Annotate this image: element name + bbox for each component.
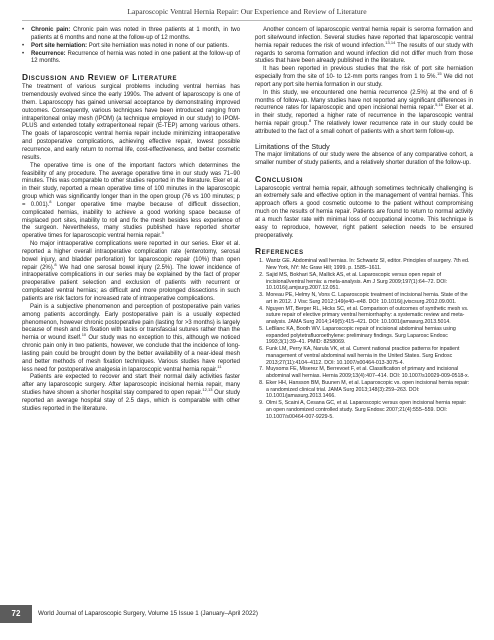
reference-item: 5. LeBlanc KA, Booth WV. Laparoscopic repair of incisional abdominal hernias using expanded polytetrafluoroethylene: preliminary findings. Surg Laparosc Endosc 1993;3(1):39–41. PMID: 8258069. [265, 326, 473, 346]
heading-discussion: Discussion and Review of Literature [22, 72, 178, 83]
reference-list [255, 258, 473, 420]
bullet-chronic-pain: • Chronic pain: Chronic pain was noted in three patients at 1 month, in two patients at 6 months and none at the follow-up of 12 months. [22, 27, 240, 43]
discussion-paragraph: Another concern of laparoscopic ventral hernia repair is seroma formation and port site/wound infection. Several studies have reported that laparoscopic ventral hernia repair reduces the risk of wound infection.$^{13,14}$ The results of our study with regards to seroma formation and wound infection did not differ much from those studies that have been already published in the literature. [255, 27, 473, 65]
discussion-paragraph: In this study, we encountered one hernia recurrence (2.5%) at the end of 6 months of follow-up. Many studies have not reported any significant differences in recurrence rates for laparoscopic and open incisional hernia repair.$^{5,16}$ Eker et al. in their study, reported a higher rate of recurrence in the laparoscopic ventral hernia repair group.$^8$ The relatively lower recurrence rate in our study could be attributed to the fact of a small cohort of patients with a short term follow-up. [255, 89, 473, 135]
limitations-paragraph: The major limitations of our study were the absence of any comparative cohort, a smaller number of study patients, and a relatively shorter duration of the follow-up. [255, 151, 473, 166]
reference-item: 8. Eker HH, Hansson BM, Buunen M, et al. Laparoscopic vs. open incisional hernia repair: a randomized clinical trial. JAMA Surg 2013;148(3):259–263. DOI: 10.1001/jamasurg.2013.1466. [265, 380, 473, 400]
running-header: Laparoscopic Ventral Hernia Repair: Our Experience and Review of Literature [127, 7, 367, 16]
left-column [22, 27, 240, 414]
reference-item: 7. Muysoms FE, Miserez M, Berrevoet F, et al. Classification of primary and incisional abdominal wall hernias. Hernia 2009;13(4):407–414. DOI: 10.1007/s10029-009-0518-x. [265, 366, 473, 380]
discussion-paragraph: Patients are expected to recover and start their normal daily activities faster after any laparoscopic surgery. After laparoscopic incisional hernia repair, many studies have shown a shorter hospital stay compared to open repair.$^{12,13}$ Our study reported an average hospital stay of 2.5 days, which is comparable with other studies reported in the literature. [22, 374, 240, 412]
reference-item: 6. Funk LM, Perry KA, Narula VK, et al. Current national practice patterns for inpatient management of ventral abdominal wall hernia in the United States. Surg Endosc 2013;27(11):4104–4112. DOI: 10.1007/s00464-013-3075-4. [265, 346, 473, 366]
discussion-paragraph: No major intraoperative complications were reported in our series. Eker et al. reported a higher overall intraoperative complication rate (enterotomy, serosal bowel injury, and bladder perforation) for laparoscopic repair (10%) than open repair (2%).$^8$ We had one serosal bowel injury (2.5%). The lower incidence of intraoperative complications in our series may be explained by the fact of proper preoperative patient selection and exclusion of patients with recurrent or complicated ventral hernias; as difficult and more prolonged dissections in such patients are risk factors for increased rate of intraoperative complications. [22, 241, 241, 302]
heading-conclusion: Conclusion [255, 173, 304, 184]
results-bullet-list [22, 27, 240, 66]
page-footer [0, 605, 494, 623]
reference-item: 1. Wantz GE. Abdominal wall hernias. In: Schwartz SI, editor. Principles of surgery. 7th ed. New York, NY: Mc Graw Hill; 1999. p. 1585–1611. [265, 258, 473, 272]
bullet-recurrence: • Recurrence: Recurrence of hernia was noted in one patient at the follow-up of 12 months. [22, 51, 240, 67]
right-column [255, 27, 473, 420]
bullet-port-site: • Port site herniation: Port site herniation was noted in none of our patients. [22, 43, 240, 51]
heading-references: References [255, 246, 304, 257]
discussion-paragraph: Pain is a subjective phenomenon and perception of postoperative pain varies among patients accordingly. Early postoperative pain is a usually expected phenomenon, however chronic postoperative pain (lasting for >3 months) is largely because of mesh and its fixation with tacks or transfascial sutures rather than the hernia or wound itself.$^{10}$ Our study was no exception to this, although we noticed chronic pain only in two patients, however, we conclude that the incidence of long-lasting pain could be brought down by the better availability of a near-ideal mesh and better methods of mesh fixation techniques. Various studies have reported less need for postoperative analgesia in laparoscopic ventral hernia repair.$^{11}$ [22, 303, 240, 373]
discussion-paragraph: The operative time is one of the important factors which determines the feasibility of any procedure. The average operative time in our study was 71–90 minutes. This was comparable to other studies reported in the literature. Eker et al. in their study, reported a mean operative time of 100 minutes in the laparoscopic group which was significantly longer than in the open group (76 vs 100 minutes; p = 0.001).$^8$ Longer operative time maybe because of difficult dissection, complicated hernias, inability to achieve a good working space because of misplaced port sites, inability to roll and fix the mesh besides less experience of the surgeon. Nevertheless, many studies published have reported shorter operative times for laparoscopic ventral hernia repair.$^9$ [22, 162, 240, 240]
header-divider [22, 20, 472, 21]
page-number: 72 [0, 605, 32, 623]
discussion-paragraph: The treatment of various surgical problems including ventral hernias has tremendously evolved since the early 1990s. The advent of laparoscopy is one of them. Laparoscopy has gained universal acceptance by demonstrating improved outcomes. Consequently, various techniques have been introduced ranging from intraperitoneal onlay mesh (IPOM) (a technique employed in our study) to IPOM-PLUS and extended totally extraperitoneal repair (E-TEP) among various others. The goals of laparoscopic ventral hernia repair include minimizing intraoperative and postoperative complications, achieving effective repair, lowest possible recurrence, and early return to normal life, cost-effectiveness, and better cosmetic results. [22, 84, 240, 161]
discussion-paragraph: It has been reported in previous studies that the risk of port site herniation especially from the site of 10- to 12-mm ports ranges from 1 to 5%.$^{15}$ We did not report any port site hernia formation in our study. [255, 66, 473, 88]
reference-item: 3. Moreau PE, Helmy N, Vons C. Laparoscopic treatment of incisional hernia. State of the art in 2012. J Visc Surg 2012;149(e40–e48. DOI: 10.1016/j.jviscsurg.2012.09.001. [265, 292, 473, 306]
reference-item: 9. Olmi S, Scaini A, Cesana GC, et al. Laparoscopic versus open incisional hernia repair: an open randomized controlled study. Surg Endosc 2007;21(4):555–559. DOI: 10.1007/s00464-007-9229-5. [265, 400, 473, 420]
journal-citation: World Journal of Laparoscopic Surgery, Volume 15 Issue 1 (January–April 2022) [38, 610, 258, 617]
reference-item: 2. Sajid MS, Bokhari SA, Mallick AS, et al. Laparoscopic versus open repair of incisional/ventral hernia: a meta-analysis. Am J Surg 2009;197(1):64–72. DOI: 10.1016/j.amjsurg.2007.12.051. [265, 272, 473, 292]
conclusion-paragraph: Laparoscopic ventral hernia repair, although sometimes technically challenging is an extremely safe and effective option in the management of ventral hernias. This approach offers a good cosmetic outcome to the patient without compromising much on the results of hernia repair. Patients are found to return to normal activity at a much faster rate with minimal loss of occupational income. This technique is easy to reproduce, however, right patient selection needs to be ensured preoperatively. [255, 185, 473, 239]
reference-item: 4. Nguyen MT, Berger RL, Hicks SC, et al. Comparison of outcomes of synthetic mesh vs. suture repair of elective primary ventral herniorrhaphy: a systematic review and meta-analysis. JAMA Surg 2014;149(5):415–421. DOI: 10.1001/jamasurg.2013.5014. [265, 306, 473, 326]
heading-limitations: Limitations of the Study [255, 141, 330, 151]
